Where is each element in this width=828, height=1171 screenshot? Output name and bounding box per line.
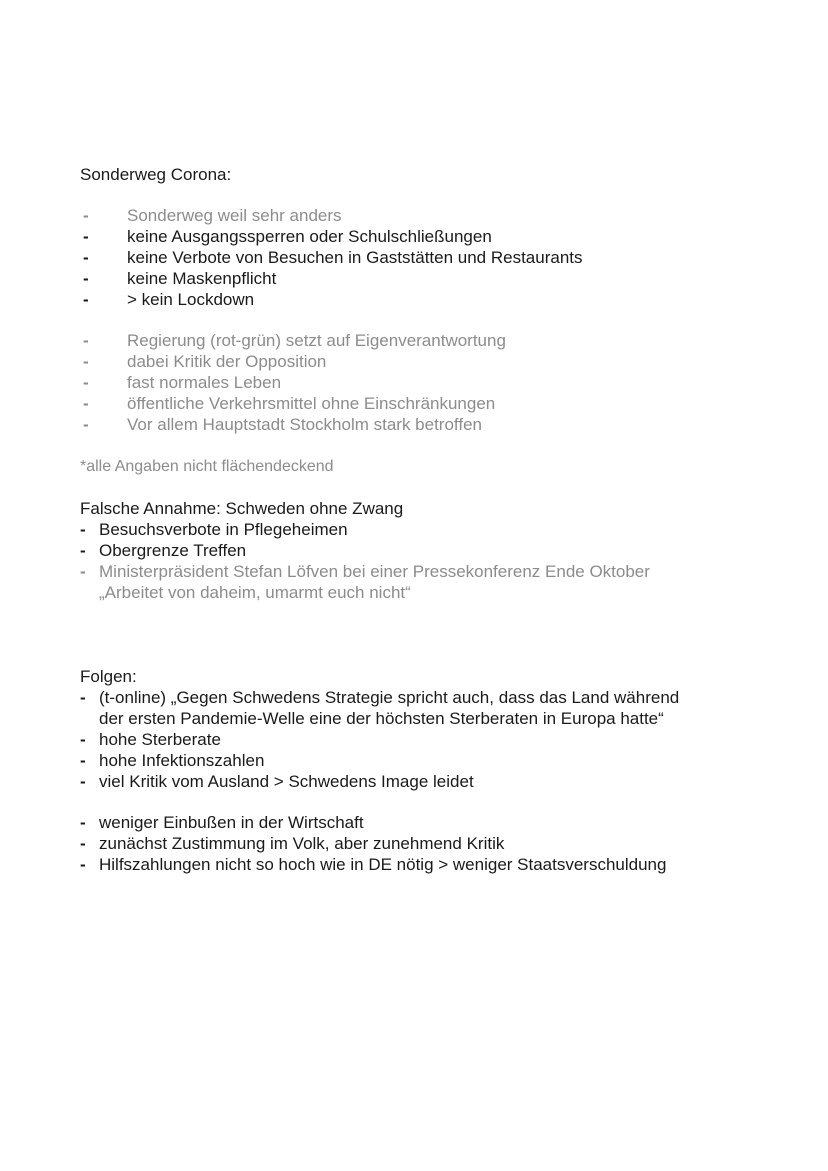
list-item: keine Maskenpflicht — [127, 269, 277, 288]
section-title-falsche-annahme: Falsche Annahme: Schweden ohne Zwang — [80, 499, 404, 518]
list-item: Obergrenze Treffen — [99, 541, 247, 560]
list-item: viel Kritik vom Ausland > Schwedens Image leidet — [99, 772, 474, 791]
list-item-continuation: „Arbeitet von daheim, umarmt euch nicht“ — [99, 583, 411, 602]
bullet-dash: - — [83, 290, 89, 309]
footnote: *alle Angaben nicht flächendeckend — [80, 458, 334, 475]
bullet-dash: - — [80, 855, 86, 874]
list-item: Regierung (rot-grün) setzt auf Eigenverantwortung — [127, 331, 506, 350]
bullet-dash: - — [80, 688, 86, 707]
list-item: weniger Einbußen in der Wirtschaft — [99, 813, 364, 832]
list-item-continuation: der ersten Pandemie-Welle eine der höchsten Sterberaten in Europa hatte“ — [99, 709, 664, 728]
bullet-dash: - — [80, 834, 86, 853]
list-item: Hilfszahlungen nicht so hoch wie in DE nötig > weniger Staatsverschuldung — [99, 855, 667, 874]
list-item: keine Ausgangssperren oder Schulschließungen — [127, 227, 492, 246]
bullet-dash: - — [80, 562, 86, 581]
bullet-dash: - — [83, 352, 89, 371]
bullet-dash: - — [83, 269, 89, 288]
bullet-dash: - — [83, 227, 89, 246]
list-item: > kein Lockdown — [127, 290, 255, 309]
list-item: Sonderweg weil sehr anders — [127, 206, 342, 225]
list-item: keine Verbote von Besuchen in Gaststätten und Restaurants — [127, 248, 583, 267]
list-item: hohe Sterberate — [99, 730, 221, 749]
list-item: Vor allem Hauptstadt Stockholm stark betroffen — [127, 415, 482, 434]
bullet-dash: - — [83, 415, 89, 434]
bullet-dash: - — [80, 772, 86, 791]
list-item: öffentliche Verkehrsmittel ohne Einschränkungen — [127, 394, 496, 413]
list-item: Ministerpräsident Stefan Löfven bei einer Pressekonferenz Ende Oktober — [99, 562, 650, 581]
list-item: fast normales Leben — [127, 373, 282, 392]
bullet-dash: - — [83, 331, 89, 350]
list-item: Besuchsverbote in Pflegeheimen — [99, 520, 348, 539]
list-item: zunächst Zustimmung im Volk, aber zunehmend Kritik — [99, 834, 505, 853]
list-item: (t-online) „Gegen Schwedens Strategie spricht auch, dass das Land während — [99, 688, 680, 707]
section-title-sonderweg: Sonderweg Corona: — [80, 165, 232, 184]
bullet-dash: - — [83, 248, 89, 267]
bullet-dash: - — [80, 730, 86, 749]
bullet-dash: - — [83, 394, 89, 413]
list-item: hohe Infektionszahlen — [99, 751, 265, 770]
bullet-dash: - — [83, 206, 89, 225]
list-item: dabei Kritik der Opposition — [127, 352, 327, 371]
bullet-dash: - — [80, 520, 86, 539]
bullet-dash: - — [80, 751, 86, 770]
bullet-dash: - — [83, 373, 89, 392]
section-title-folgen: Folgen: — [80, 667, 137, 686]
bullet-dash: - — [80, 813, 86, 832]
bullet-dash: - — [80, 541, 86, 560]
